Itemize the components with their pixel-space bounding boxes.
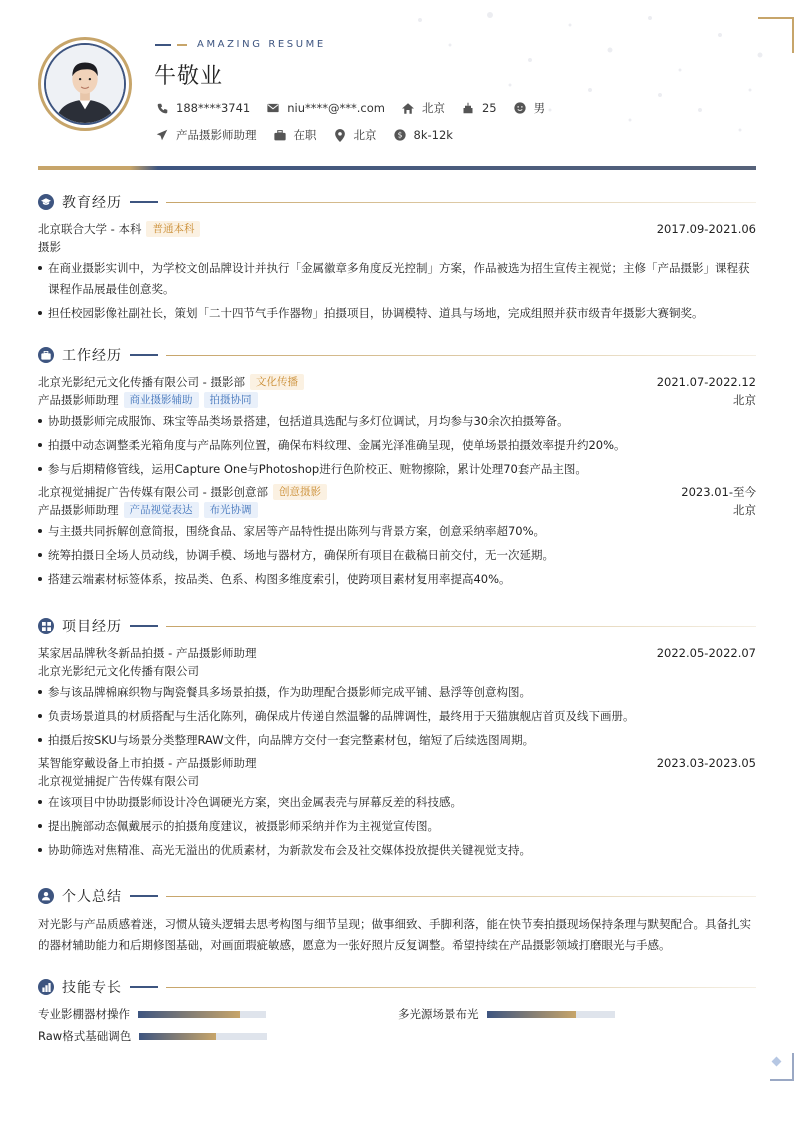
company-department: 北京光影纪元文化传播有限公司 - 摄影部	[38, 375, 245, 389]
work-bullet: 拍摄中动态调整柔光箱角度与产品陈列位置，确保布料纹理、金属光泽准确呈现，使单场景拍摄效率提升约20%。	[38, 435, 756, 456]
corner-decoration-bottom-right	[770, 1053, 794, 1081]
project-bullet: 参与该品牌棉麻织物与陶瓷餐具多场景拍摄，作为助理配合摄影师完成平铺、悬浮等创意构图。	[38, 682, 756, 703]
education-date: 2017.09-2021.06	[656, 222, 756, 236]
send-icon	[155, 128, 169, 142]
job-title: 产品摄影师助理	[38, 393, 119, 407]
avatar	[38, 37, 132, 131]
cake-icon	[461, 101, 475, 115]
skill-name: 专业影棚器材操作	[38, 1007, 130, 1021]
project-date: 2023.03-2023.05	[656, 756, 756, 770]
graduation-cap-icon	[38, 194, 54, 210]
contact-info-row	[155, 100, 561, 116]
education-entry	[38, 220, 756, 324]
work-entry	[38, 483, 756, 590]
salary-icon	[393, 128, 407, 142]
education-section	[38, 192, 756, 327]
job-intent-row	[155, 127, 469, 143]
skill-item	[38, 1027, 398, 1045]
target-role: 产品摄影师助理	[176, 128, 257, 142]
education-section-title: 教育经历	[62, 195, 122, 211]
tagline	[155, 39, 326, 50]
skills-section	[38, 977, 756, 1045]
header-divider-bar	[38, 166, 756, 170]
target-city: 北京	[353, 128, 377, 142]
project-entry	[38, 644, 756, 751]
summary-section	[38, 886, 756, 956]
employment-status: 在职	[293, 128, 317, 142]
work-section-title: 工作经历	[62, 348, 122, 364]
location-pin-icon	[333, 128, 347, 142]
projects-section	[38, 616, 756, 864]
bar-chart-icon	[38, 979, 54, 995]
work-bullet: 参与后期精修管线，运用Capture One与Photoshop进行色阶校正、赃物擦除，累计处理70套产品主图。	[38, 459, 756, 480]
industry-badge: 创意摄影	[273, 484, 327, 500]
job-title: 产品摄影师助理	[38, 503, 119, 517]
project-bullet: 协助筛选对焦精准、高光无溢出的优质素材，为新款发布会及社交媒体投放提供关键视觉支持。	[38, 840, 756, 861]
gender: 男	[533, 101, 546, 115]
skill-tag: 商业摄影辅助	[124, 392, 199, 408]
residence-city: 北京	[421, 101, 445, 115]
project-name-role: 某智能穿戴设备上市拍摄 - 产品摄影师助理	[38, 756, 257, 770]
skill-item	[398, 1005, 756, 1023]
email-icon	[266, 101, 280, 115]
work-date: 2023.01-至今	[681, 485, 756, 499]
work-bullet: 统筹拍摄日全场人员动线，协调手模、场地与器材方，确保所有项目在截稿日前交付，无一次延期。	[38, 545, 756, 566]
work-entry	[38, 373, 756, 480]
skill-name: Raw格式基础调色	[38, 1029, 132, 1043]
home-icon	[401, 101, 415, 115]
project-organization: 北京视觉捕捉广告传媒有限公司	[38, 774, 199, 788]
project-bullet: 在该项目中协助摄影师设计冷色调硬光方案，突出金属表壳与屏幕反差的科技感。	[38, 792, 756, 813]
candidate-name: 牛敬业	[154, 64, 224, 89]
skill-name: 多光源场景布光	[398, 1007, 479, 1021]
briefcase-icon	[38, 347, 54, 363]
smile-icon	[513, 101, 527, 115]
age: 25	[481, 101, 497, 115]
corner-decoration-top-right	[758, 17, 794, 53]
education-bullet: 在商业摄影实训中，为学校文创品牌设计并执行「金属徽章多角度反光控制」方案，作品被选为招生宣传主视觉；主修「产品摄影」课程获课程作品展最佳创意奖。	[38, 258, 756, 300]
skill-level-bar	[487, 1011, 615, 1018]
project-bullet: 提出腕部动态佩戴展示的拍摄角度建议，被摄影师采纳并作为主视觉宣传图。	[38, 816, 756, 837]
work-location: 北京	[733, 393, 756, 407]
summary-section-title: 个人总结	[62, 889, 122, 905]
expected-salary: 8k-12k	[413, 128, 453, 142]
phone-icon	[155, 101, 169, 115]
major: 摄影	[38, 240, 61, 254]
email-address: niu****@***.com	[287, 101, 385, 115]
work-date: 2021.07-2022.12	[656, 375, 756, 389]
skill-tag: 布光协调	[204, 502, 258, 518]
portrait-photo	[46, 45, 124, 123]
work-section	[38, 345, 756, 593]
projects-section-title: 项目经历	[62, 619, 122, 635]
project-organization: 北京光影纪元文化传播有限公司	[38, 664, 199, 678]
project-date: 2022.05-2022.07	[656, 646, 756, 660]
svg-text:$: $	[397, 130, 402, 140]
skill-level-bar	[139, 1033, 267, 1040]
work-bullet: 协助摄影师完成服饰、珠宝等品类场景搭建，包括道具选配与多灯位调试，月均参与30余次拍摄筹备。	[38, 411, 756, 432]
project-bullet: 拍摄后按SKU与场景分类整理RAW文件，向品牌方交付一套完整素材包，缩短了后续选图周期。	[38, 730, 756, 751]
work-bullet: 搭建云端素材标签体系，按品类、色系、构图多维度索引，使跨项目素材复用率提高40%。	[38, 569, 756, 590]
resume-header	[38, 37, 756, 167]
grid-icon	[38, 618, 54, 634]
work-bullet: 与主摄共同拆解创意简报，围绕食品、家居等产品特性提出陈列与背景方案，创意采纳率超70%。	[38, 521, 756, 542]
skill-tag: 拍摄协同	[204, 392, 258, 408]
tagline-text: AMAZING RESUME	[197, 39, 326, 50]
school-degree: 北京联合大学 - 本科	[38, 222, 142, 236]
education-bullet: 担任校园影像社副社长，策划「二十四节气手作器物」拍摄项目，协调模特、道具与场地，完成组照并获市级青年摄影大赛铜奖。	[38, 303, 756, 324]
skill-level-bar	[138, 1011, 266, 1018]
school-type-badge: 普通本科	[146, 221, 200, 237]
briefcase-icon	[273, 128, 287, 142]
work-location: 北京	[733, 503, 756, 517]
user-icon	[38, 888, 54, 904]
project-bullet: 负责场景道具的材质搭配与生活化陈列，确保成片传递自然温馨的品牌调性，最终用于天猫旗舰店首页及线下画册。	[38, 706, 756, 727]
project-name-role: 某家居品牌秋冬新品拍摄 - 产品摄影师助理	[38, 646, 257, 660]
company-department: 北京视觉捕捉广告传媒有限公司 - 摄影创意部	[38, 485, 268, 499]
summary-text: 对光影与产品质感着迷，习惯从镜头逻辑去思考构图与细节呈现；做事细致、手脚利落，能在快节奏拍摄现场保持条理与默契配合。具备扎实的器材辅助能力和后期修图基础，对画面瑕疵敏感，愿意为一张好照片反复调整。希望持续在产品摄影领域打磨眼光与手感。	[38, 917, 751, 952]
skill-item	[38, 1005, 398, 1023]
industry-badge: 文化传播	[250, 374, 304, 390]
phone-number: 188****3741	[176, 101, 251, 115]
skills-section-title: 技能专长	[62, 980, 122, 996]
project-entry	[38, 754, 756, 861]
skill-tag: 产品视觉表达	[124, 502, 199, 518]
